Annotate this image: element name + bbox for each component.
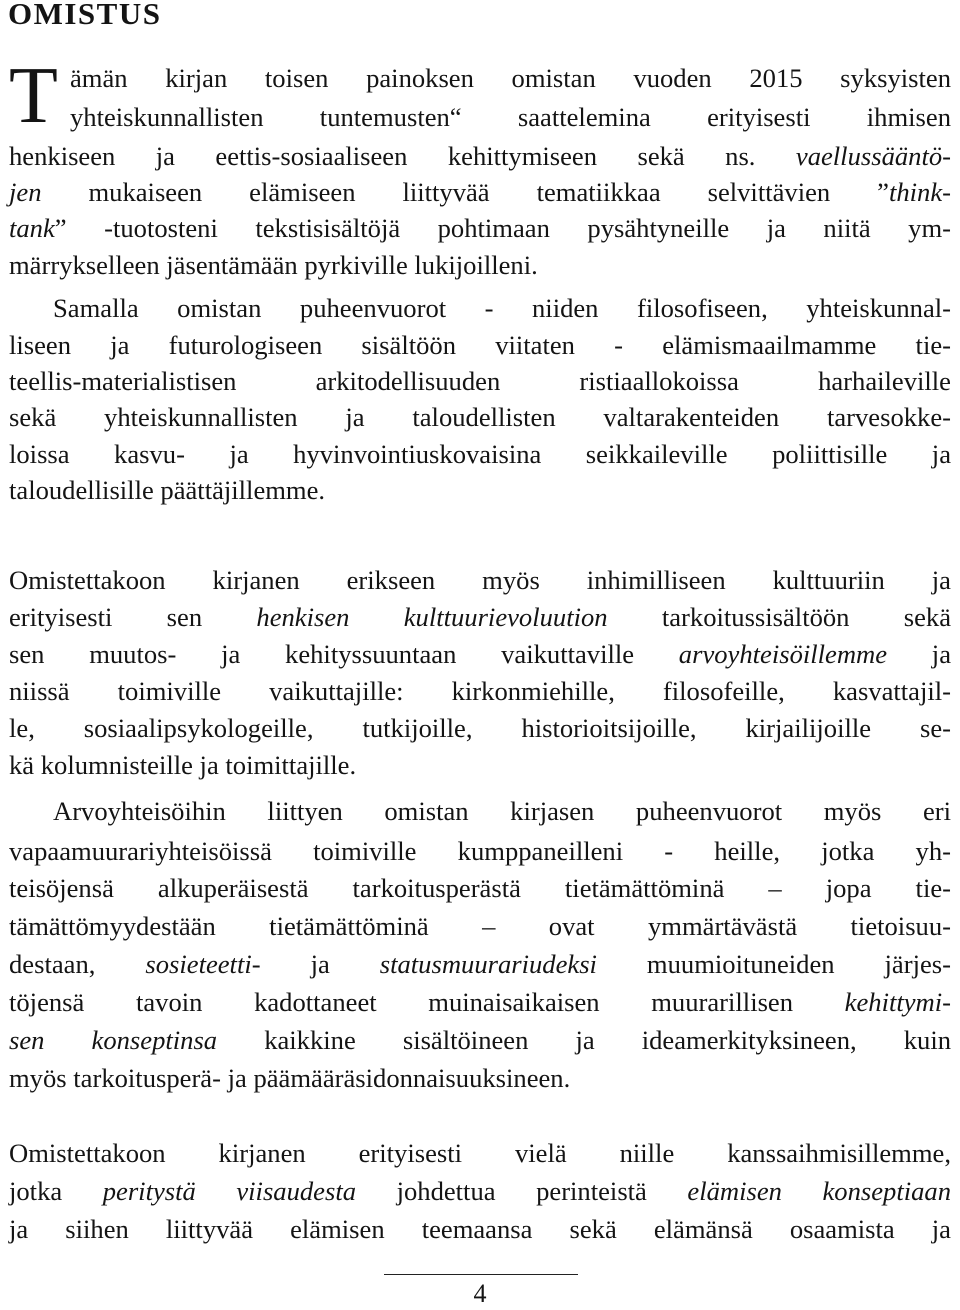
text-line: jotka peritystä viisaudesta johdettua perinteistä elämisen konseptiaan	[9, 1176, 952, 1206]
text-line: taloudellisille päättäjillemme.	[9, 475, 326, 505]
text-line: destaan, sosieteetti- ja statusmuurariudeksi muumioituneiden järjes-	[9, 949, 951, 979]
text-line: märrykselleen jäsentämään pyrkiville lukijoilleni.	[9, 250, 538, 280]
text-line: Omistettakoon kirjanen erikseen myös inhimilliseen kulttuuriin ja	[9, 565, 951, 595]
text-line: yhteiskunnallisten tuntemusten“ saattelemina erityisesti ihmisen	[70, 102, 951, 132]
text-line: sen konseptinsa kaikkine sisältöineen ja ideamerkityksineen, kuin	[9, 1025, 952, 1055]
text-line: tämättömyydestään tietämättöminä – ovat ymmärtävästä tietoisuu-	[9, 911, 951, 941]
text-line: töjensä tavoin kadottaneet muinaisaikaisen muurarillisen kehittymi-	[9, 987, 951, 1017]
text-line: niissä toimiville vaikuttajille: kirkonmiehille, filosofeille, kasvattajil-	[9, 676, 951, 706]
text-line: liseen ja futurologiseen sisältöön viitaten - elämismaailmamme tie-	[9, 330, 951, 360]
text-line: tank” -tuotosteni tekstisisältöjä pohtimaan pysähtyneille ja niitä ym-	[9, 213, 951, 243]
text-line: erityisesti sen henkisen kulttuurievoluution tarkoitussisältöön sekä	[9, 602, 951, 632]
text-line: sekä yhteiskunnallisten ja taloudellisten valtarakenteiden tarvesokke-	[9, 402, 951, 432]
text-line: teisöjensä alkuperäisestä tarkoitusperästä tietämättöminä – jopa tie-	[9, 873, 951, 903]
text-line: ja siihen liittyvää elämisen teemaansa sekä elämänsä osaamista ja	[9, 1214, 951, 1244]
text-line: myös tarkoitusperä- ja päämääräsidonnaisuuksineen.	[9, 1063, 571, 1093]
text-line: vapaamuurariyhteisöissä toimiville kumppaneilleni - heille, jotka yh-	[9, 836, 951, 866]
text-line: ämän kirjan toisen painoksen omistan vuoden 2015 syksyisten	[70, 63, 951, 93]
text-line: jen mukaiseen elämiseen liittyvää tematiikkaa selvittävien ”think-	[9, 177, 951, 207]
page-number: 4	[473, 1279, 487, 1308]
drop-cap: T	[9, 52, 58, 140]
text-line: loissa kasvu- ja hyvinvointiuskovaisina seikkaileville poliittisille ja	[9, 439, 951, 469]
footer-rule	[384, 1274, 578, 1275]
section-heading: OMISTUS	[8, 0, 162, 31]
text-line: teellis-materialistisen arkitodellisuuden ristiaallokoissa harhaileville	[9, 366, 951, 396]
text-line: Samalla omistan puheenvuorot - niiden filosofiseen, yhteiskunnal-	[53, 293, 951, 323]
text-line: le, sosiaalipsykologeille, tutkijoille, historioitsijoille, kirjailijoille se-	[9, 713, 951, 743]
text-line: Arvoyhteisöihin liittyen omistan kirjasen puheenvuorot myös eri	[53, 796, 951, 826]
text-line: sen muutos- ja kehityssuuntaan vaikuttaville arvoyhteisöillemme ja	[9, 639, 951, 669]
text-line: Omistettakoon kirjanen erityisesti vielä niille kanssaihmisillemme,	[9, 1138, 951, 1168]
text-line: kä kolumnisteille ja toimittajille.	[9, 750, 357, 780]
text-line: henkiseen ja eettis-sosiaaliseen kehittymiseen sekä ns. vaellussääntö-	[9, 141, 951, 171]
